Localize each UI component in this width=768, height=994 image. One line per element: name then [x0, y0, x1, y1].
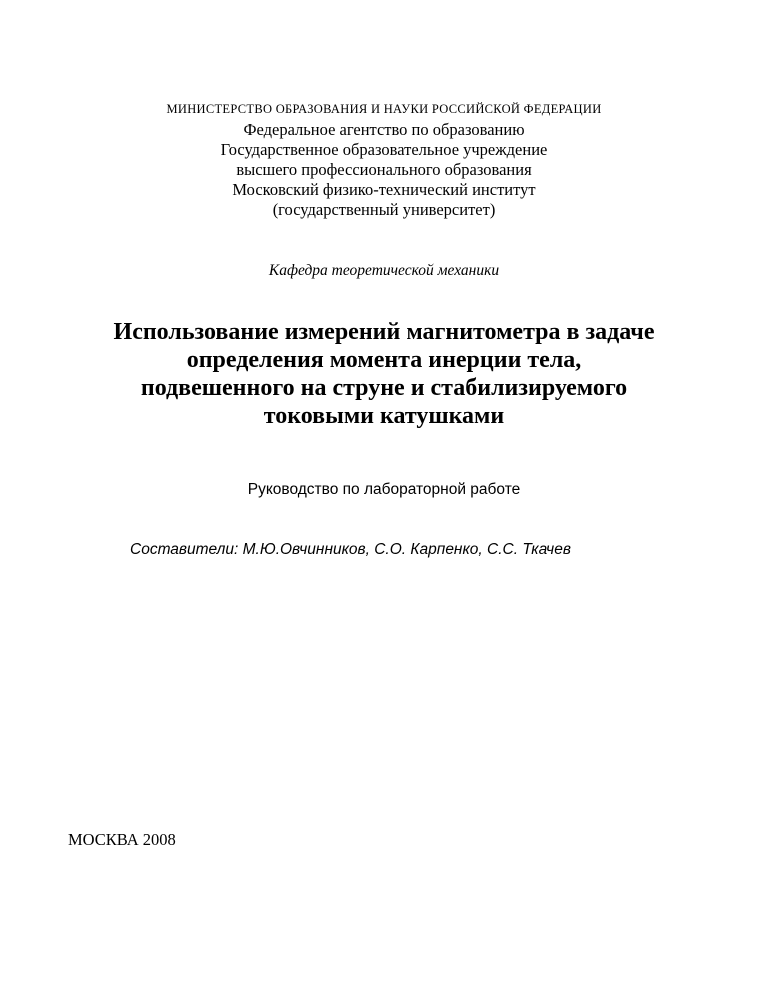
title-line: Использование измерений магнитометра в задаче — [113, 319, 655, 345]
institution-line: (государственный университет) — [272, 200, 496, 219]
department-name: Кафедра теоретической механики — [268, 262, 500, 279]
document-title — [0, 318, 768, 430]
authors-line: Составители: М.Ю.Овчинников, С.О. Карпенко, С.С. Ткачев — [130, 541, 571, 558]
institution-block — [0, 120, 768, 220]
institution-line: Государственное образовательное учреждение — [220, 140, 548, 159]
institution-line: Московский физико-технический институт — [232, 180, 536, 199]
city-year: МОСКВА 2008 — [68, 830, 176, 849]
title-line: подвешенного на струне и стабилизируемого — [140, 375, 628, 401]
title-line: определения момента инерции тела, — [186, 347, 582, 373]
institution-line: высшего профессионального образования — [236, 160, 532, 179]
institution-line: Федеральное агентство по образованию — [243, 120, 525, 139]
ministry-header: МИНИСТЕРСТВО ОБРАЗОВАНИЯ И НАУКИ РОССИЙСКОЙ ФЕДЕРАЦИИ — [166, 102, 602, 116]
document-subtitle: Руководство по лабораторной работе — [247, 481, 521, 498]
title-line: токовыми катушками — [263, 403, 505, 429]
